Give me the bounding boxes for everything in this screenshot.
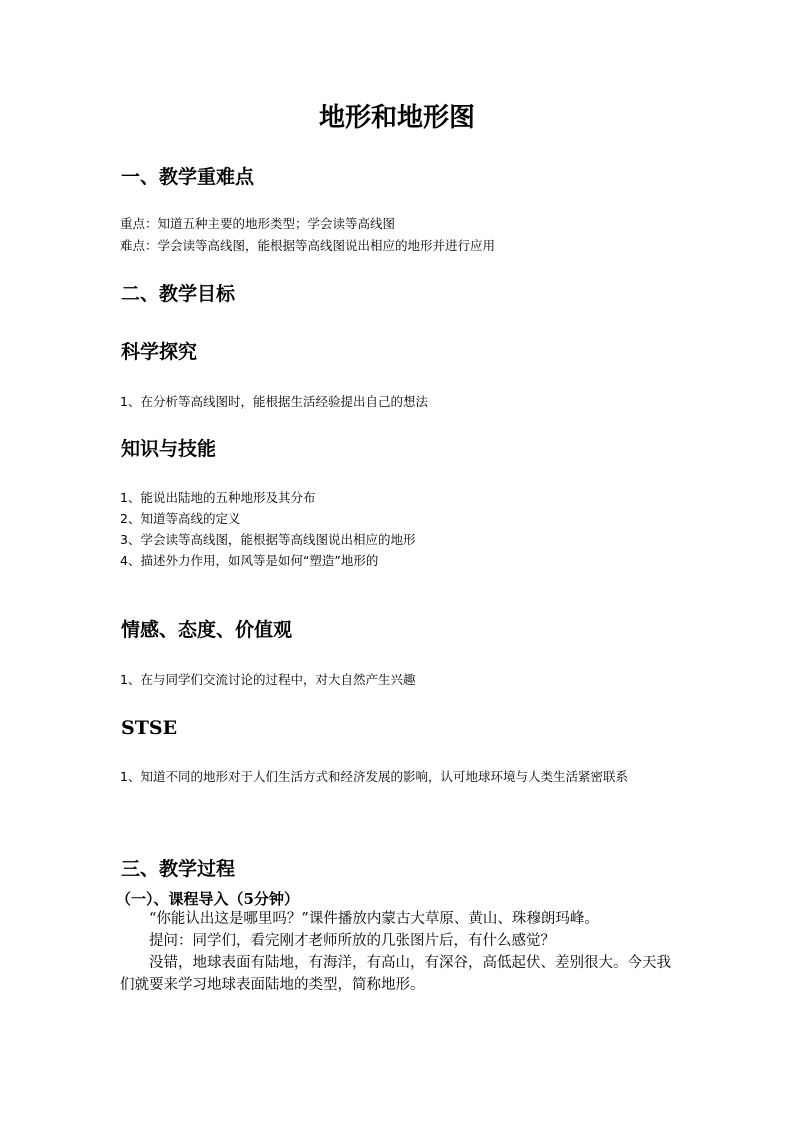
knowledge-item: 3、学会读等高线图，能根据等高线图说出相应的地形 <box>120 532 416 547</box>
process-paragraph: 没错，地球表面有陆地，有海洋，有高山，有深谷，高低起伏、差别很大。今天我们就要来学习地球表面陆地的类型，简称地形。 <box>120 955 671 993</box>
difficulty-line: 难点：学会读等高线图，能根据等高线图说出相应的地形并进行应用 <box>120 238 496 253</box>
science-item: 1、在分析等高线图时，能根据生活经验提出自己的想法 <box>120 394 428 409</box>
document-title: 地形和地形图 <box>318 103 475 133</box>
section-heading-process: 三、教学过程 <box>121 858 236 880</box>
stse-item: 1、知道不同的地形对于人们生活方式和经济发展的影响，认可地球环境与人类生活紧密联系 <box>120 769 628 784</box>
knowledge-item: 2、知道等高线的定义 <box>120 511 241 526</box>
knowledge-item: 4、描述外力作用，如风等是如何“塑造”地形的 <box>120 553 379 568</box>
section-heading-key-points: 一、教学重难点 <box>121 166 255 188</box>
process-paragraph: “你能认出这是哪里吗？”课件播放内蒙古大草原、黄山、珠穆朗玛峰。 <box>149 911 599 927</box>
subheading-knowledge-skills: 知识与技能 <box>121 438 217 460</box>
subheading-stse: STSE <box>121 717 178 739</box>
key-point-line: 重点：知道五种主要的地形类型；学会读等高线图 <box>120 216 396 231</box>
process-paragraph: 提问：同学们，看完刚才老师所放的几张图片后，有什么感觉？ <box>149 933 555 949</box>
knowledge-item: 1、能说出陆地的五种地形及其分布 <box>120 490 316 505</box>
emotion-item: 1、在与同学们交流讨论的过程中，对大自然产生兴趣 <box>120 672 416 687</box>
section-heading-objectives: 二、教学目标 <box>121 283 236 305</box>
subheading-emotion-values: 情感、态度、价值观 <box>121 619 293 641</box>
subheading-science-inquiry: 科学探究 <box>121 341 198 363</box>
subheading-introduction: （一）、课程导入（5分钟） <box>116 890 299 908</box>
